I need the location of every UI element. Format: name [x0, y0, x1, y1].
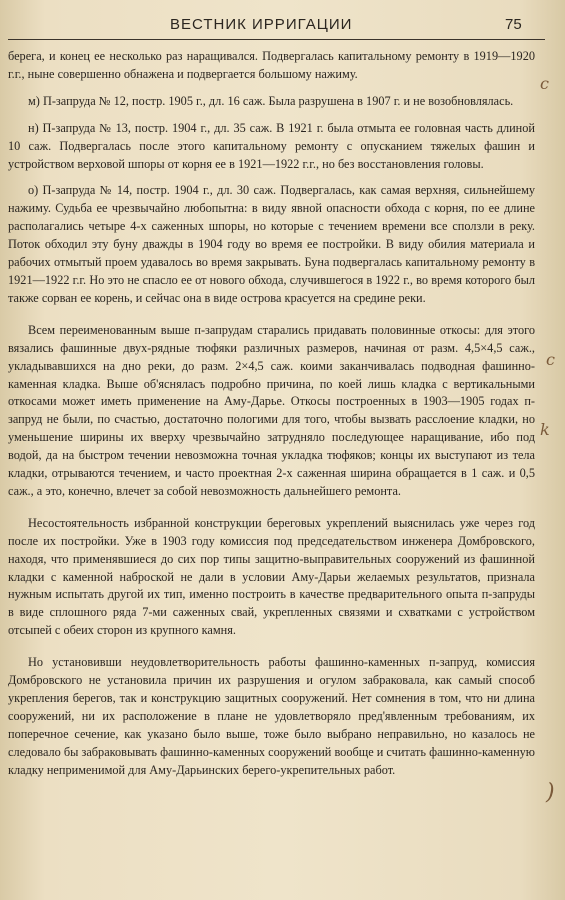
article-body	[8, 48, 535, 789]
page-number: 75	[505, 16, 522, 33]
paragraph-slopes: Всем переименованным выше п-запрудам старались придавать половинные откосы: для этого вязались фашинные двух-рядные тюфяки различных размеров, начиная от разм. 4,5×4,5 саж., укладывавшихся на дно реки, до разм. 2×4,5 саж. коими заканчивалась подводная фашинно-каменная кладка. Выше об'ясняласъ подробно причина, по коей лишь кладка с вертикальными откосами может иметь применение на Аму-Дарье. Откосы построенных в 1903—1905 годах п-запруд не были, по счастью, достаточно пологими для того, чтобы вызвать расслоение кладки, но уменьшение ширины их вверху чрезвычайно затрудняло последующее наращивание, ибо под водой, да на быстром течении невозможна точная укладка тюфяков; концы их выступают из тела кладки, отрываются течением, и часто проектная 2-х саженная ширина обращается в 1 саж. и 0,5 саж., а это, конечно, влечет за собой невозможность дальнейшего ремонта.	[8, 322, 535, 498]
paragraph-conclusion: Но установивши неудовлетворительность работы фашинно-каменных п-запруд, комиссия Домбровского не установила причин их разрушения и огулом забраковала, как самый способ укрепления берегов, так и конструкцию защитных сооружений. Нет сомнения в том, что ни длина сооружений, ни их расположение в плане не удовлетворяло пред'явленным требованиям, их поперечное сечение, как указано было выше, тоже было выбрано неправильно, но казалось не следовало бы забраковывать фашинно-каменных сооружений вообще и считать фашинно-каменную кладку неприменимой для Аму-Дарьинских берего-укрепительных работ.	[8, 655, 535, 777]
paragraph-item-n: н) П-запруда № 13, постр. 1904 г., дл. 35 саж. В 1921 г. была отмыта ее головная часть длиной 10 саж. Подвергалась после этого капитальному ремонту с опусканием тяжелых фашин и устройством верховой шпоры от корня ее в 1921—1922 г.г., но без восстановления головы.	[8, 120, 535, 171]
page-header	[0, 12, 565, 36]
header-rule	[8, 39, 545, 40]
margin-pencil-mark: )	[546, 780, 555, 805]
paragraph-item-o: о) П-запруда № 14, постр. 1904 г., дл. 30 саж. Подвергалась, как самая верхняя, сильнейшему нажиму. Судьба ее чрезвычайно любопытна: в виду явной опасности обхода с корня, по ее длине располагались четыре 4-х саженных шпоры, но которые с течением времени все сползли в реку. Поток обходил эту буну дважды в 1904 году во время ее постройки. В виду обилия материала и рабочих отмытый проем удавалось во время закрывать. Буна подвергалась капитальному ремонту в 1921—1922 г.г. Но это не спасло ее от нового обхода, случившегося в 1922 г., во время которого был также сорван ее корень, и сейчас она в виде острова красуется на средине реки.	[8, 183, 535, 305]
paragraph-commission: Несостоятельность избранной конструкции береговых укреплений выяснилась уже через год после их постройки. Уже в 1903 году комиссия под председательством инженера Домбровского, находя, что применявшиеся до сих пор типы защитно-выправительных сооружений из фашинной кладки с каменной наброской не дали в условии Аму-Дарьи желаемых результатов, признала нужным испытать другой их тип, именно построить в качестве предварительного опыта п-запруды в виде сплошного ряда 7-ми саженных свай, укрепленных связями и схватками с устройством отсыпей с обеих сторон из крупного камня.	[8, 515, 535, 638]
paragraph-continuation: берега, и конец ее несколько раз наращивался. Подвергалась капитальному ремонту в 1919—1920 г.г., ныне совершенно обнажена и подвергается большому нажиму.	[8, 49, 535, 81]
paragraph-item-m: м) П-запруда № 12, постр. 1905 г., дл. 16 саж. Была разрушена в 1907 г. и не возобновлялась.	[28, 93, 514, 108]
journal-title: ВЕСТНИК ИРРИГАЦИИ	[170, 16, 353, 33]
margin-pencil-mark: c	[540, 74, 549, 93]
margin-pencil-mark: c	[546, 350, 555, 369]
margin-pencil-mark: k	[540, 420, 550, 439]
